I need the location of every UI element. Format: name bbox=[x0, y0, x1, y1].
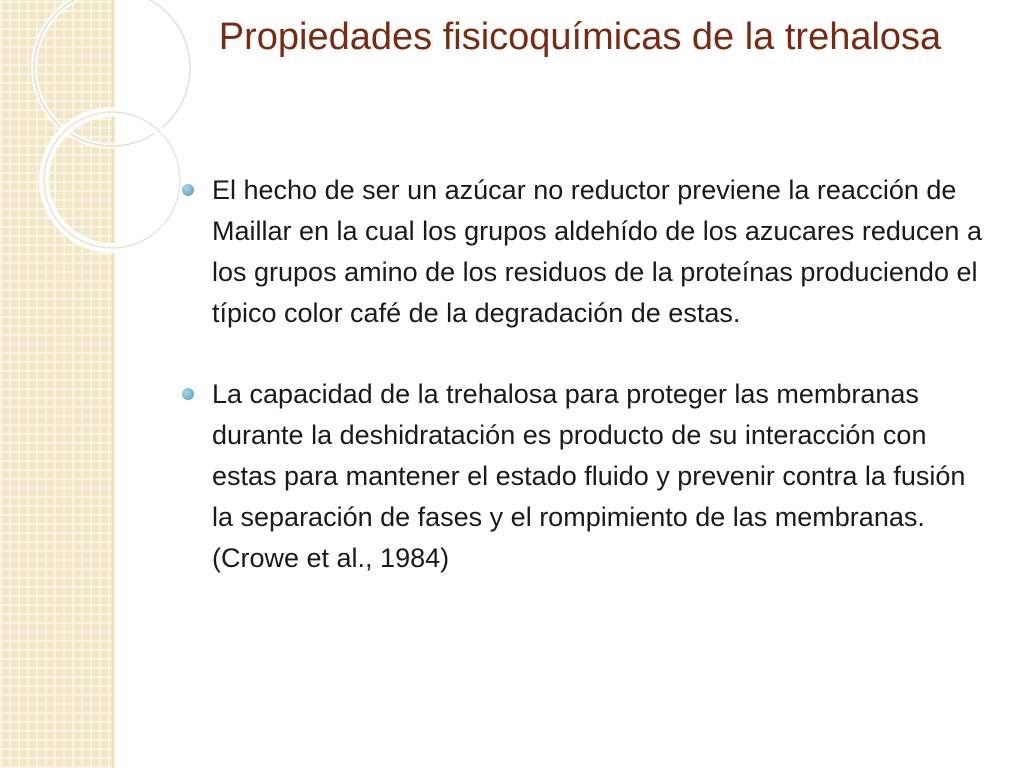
bullet-text: La capacidad de la trehalosa para proteger las membranas durante la deshidratación es producto de su interacción con estas para mantener el estado fluido y prevenir contra la fusión la separación de fases y el rompimiento de las membranas.(Crowe et al., 1984) bbox=[212, 379, 966, 573]
bullet-item bbox=[182, 374, 992, 579]
bullet-list bbox=[182, 170, 992, 619]
decorative-ring-bottom-outline bbox=[44, 112, 180, 248]
decorative-ring-top-outline bbox=[34, 0, 190, 146]
slide-title: Propiedades fisicoquímicas de la trehalosa bbox=[218, 16, 942, 58]
bullet-icon bbox=[182, 184, 194, 196]
bullet-item bbox=[182, 170, 992, 334]
bullet-text: El hecho de ser un azúcar no reductor previene la reacción de Maillar en la cual los grupos aldehído de los azucares reducen a los grupos amino de los residuos de la proteínas produciendo el típico color café de la degradación de estas. bbox=[212, 175, 982, 328]
bullet-icon bbox=[182, 388, 194, 400]
